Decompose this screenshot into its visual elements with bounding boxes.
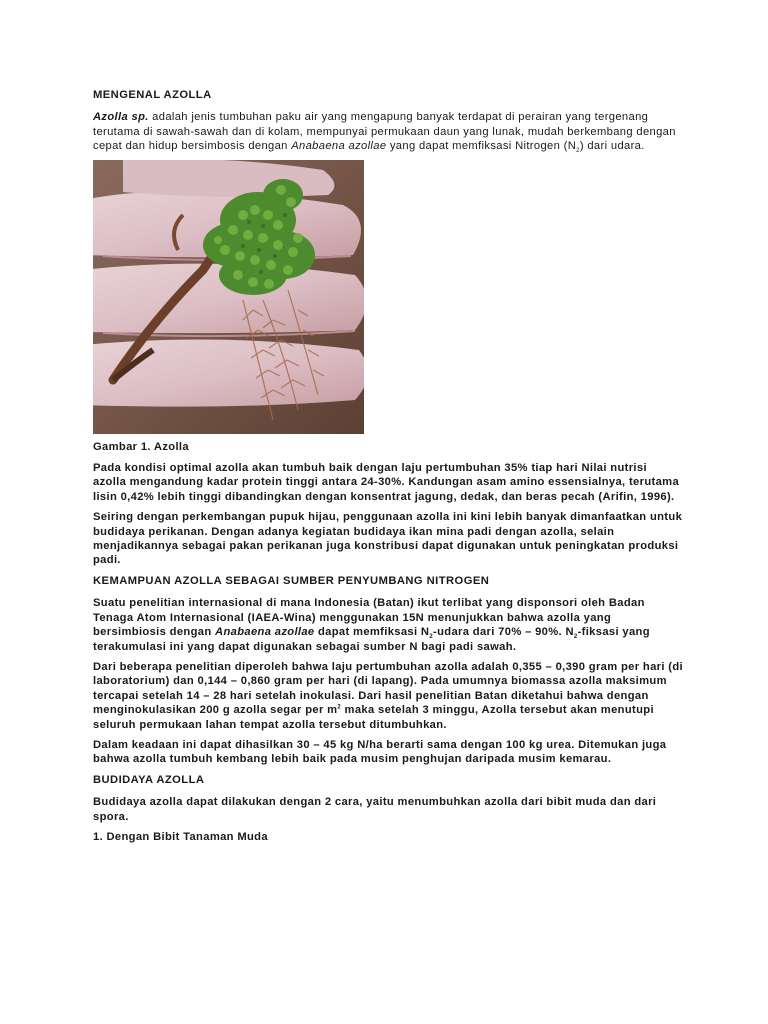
- intro-text-3: ) dari udara.: [579, 140, 645, 153]
- azolla-photo: [93, 160, 364, 434]
- paragraph-yield: Dalam keadaan ini dapat dihasilkan 30 – 45 kg N/ha berarti sama dengan 100 kg urea. Ditemukan juga bahwa azolla tumbuh kembang lebih baik pada musim penghujan daripada musim kemarau.: [93, 738, 667, 766]
- paragraph-research: [93, 596, 683, 654]
- page-title: MENGENAL AZOLLA: [93, 89, 212, 101]
- paragraph-growth-rate: [93, 660, 683, 732]
- growth-sup: 2: [337, 704, 342, 711]
- research-sub-2: 2: [573, 634, 578, 641]
- research-species: Anabaena azollae: [215, 626, 315, 639]
- research-text-4: -fiksasi yang terakumulasi ini yang dapat digunakan sebagai sumber N bagi padi sawah.: [93, 626, 650, 653]
- paragraph-cultivation: Budidaya azolla dapat dilakukan dengan 2 cara, yaitu menumbuhkan azolla dari bibit muda dan dari spora.: [93, 796, 657, 823]
- paragraph-fertilizer: Seiring dengan perkembangan pupuk hijau, penggunaan azolla ini kini lebih banyak dimanfaatkan untuk budidaya perikanan. Dengan adanya kegiatan budidaya ikan mina padi dengan azolla, selain menjadikannya sebagai pakan perikanan juga konstribusi dapat digunakan untuk peningkatan produksi padi.: [93, 511, 683, 567]
- figure-caption: Gambar 1. Azolla: [93, 440, 189, 453]
- research-text-2: dapat memfiksasi N: [314, 626, 430, 639]
- growth-text-1: Dari beberapa penelitian diperoleh bahwa laju pertumbuhan azolla adalah 0,355 – 0,390 gram per hari (di laboratorium) dan 0,144 – 0,860 gram per hari (di lapang). Pada umumnya biomassa azolla maksimum tercapai setelah 14 – 28 hari setelah inokulasi. Dari hasil penelitian Batan diketahui bahwa dengan menginokulasikan 200 g azolla segar per m: [93, 660, 683, 717]
- research-text-3: -udara dari 70% – 90%. N: [433, 626, 574, 639]
- document-page: [93, 88, 683, 850]
- subheading-young-seedlings: 1. Dengan Bibit Tanaman Muda: [93, 830, 268, 843]
- intro-text-1: adalah jenis tumbuhan paku air yang mengapung banyak terdapat di perairan yang tergenang terutama di sawah-sawah dan di kolam, mempunyai permukaan daun yang lunak, mudah berkembang dengan cepat dan hidup bersimbosis dengan: [93, 111, 676, 153]
- growth-text-2: maka setelah 3 minggu, Azolla tersebut akan menutupi seluruh permukaan lahan tempat azolla tersebut ditumbuhkan.: [93, 704, 654, 731]
- paragraph-nutrition: Pada kondisi optimal azolla akan tumbuh baik dengan laju pertumbuhan 35% tiap hari Nilai nutrisi azolla mengandung kadar protein tinggi antara 24-30%. Kandungan asam amino essensialnya, terutama lisin 0,42% lebih tinggi dibandingkan dengan konsentrat jagung, dedak, dan beras pecah (Arifin, 1996).: [93, 462, 680, 503]
- research-sub-1: 2: [429, 634, 434, 641]
- intro-text-2: yang dapat memfiksasi Nitrogen (N: [386, 140, 577, 153]
- intro-sub: 2: [576, 148, 580, 155]
- intro-paragraph: [93, 110, 683, 153]
- intro-species: Anabaena azollae: [291, 140, 387, 153]
- section-heading-cultivation: BUDIDAYA AZOLLA: [93, 773, 205, 786]
- research-text-1: Suatu penelitian internasional di mana Indonesia (Batan) ikut terlibat yang disponsori oleh Badan Tenaga Atom Internasional (IAEA-Wina) menggunakan 15N menunjukkan bahwa azolla yang bersimbiosis dengan: [93, 597, 645, 639]
- intro-term: Azolla sp.: [93, 111, 149, 124]
- section-heading-nitrogen: KEMAMPUAN AZOLLA SEBAGAI SUMBER PENYUMBANG NITROGEN: [93, 574, 490, 587]
